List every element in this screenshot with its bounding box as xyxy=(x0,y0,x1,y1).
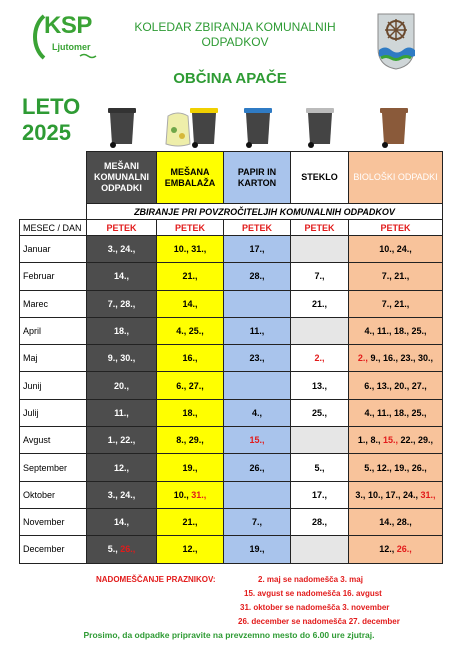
collection-dates-cell: 21., xyxy=(291,290,349,317)
collection-dates-cell xyxy=(291,317,349,344)
collection-dates-cell: 18., xyxy=(157,399,224,426)
collection-dates-cell: 19., xyxy=(224,536,291,563)
collection-dates-cell: 9., 30., xyxy=(87,345,157,372)
holiday-item: 31. oktober se nadomešča 3. november xyxy=(240,603,390,612)
title-line-2: ODPADKOV xyxy=(201,35,269,49)
holiday-item: 15. avgust se nadomešča 16. avgust xyxy=(244,589,382,598)
month-name: Maj xyxy=(20,345,87,372)
collection-dates-cell: 28., xyxy=(224,263,291,290)
month-row xyxy=(20,317,443,344)
collection-schedule-table xyxy=(19,151,443,564)
municipality-crest-icon xyxy=(376,12,416,70)
collection-dates-cell: 3., 24., xyxy=(87,236,157,263)
collection-dates-cell: 2., xyxy=(291,345,349,372)
collection-dates-cell: 26., xyxy=(224,454,291,481)
collection-dates-cell: 25., xyxy=(291,399,349,426)
logo-town: Ljutomer xyxy=(52,42,91,52)
collection-dates-cell: 7., 21., xyxy=(349,263,443,290)
collection-dates-cell: 2., 9., 16., 23., 30., xyxy=(349,345,443,372)
collection-dates-cell xyxy=(224,481,291,508)
collection-dates-cell xyxy=(291,236,349,263)
biowaste-bin-icon xyxy=(376,104,412,148)
day-label: PETEK xyxy=(87,220,157,236)
month-row xyxy=(20,454,443,481)
collection-dates-cell: 11., xyxy=(87,399,157,426)
month-row xyxy=(20,345,443,372)
month-name: Julij xyxy=(20,399,87,426)
month-row xyxy=(20,372,443,399)
month-row xyxy=(20,481,443,508)
collection-dates-cell xyxy=(291,427,349,454)
month-name: Avgust xyxy=(20,427,87,454)
column-glass: STEKLO xyxy=(291,152,349,204)
collection-dates-cell: 14., xyxy=(87,263,157,290)
column-mixed-waste: MEŠANI KOMUNALNI ODPADKI xyxy=(87,152,157,204)
waste-type-header-row xyxy=(20,152,443,204)
collection-dates-cell: 21., xyxy=(157,263,224,290)
collection-dates-cell: 4., 25., xyxy=(157,317,224,344)
collection-dates-cell: 19., xyxy=(157,454,224,481)
collection-dates-cell: 11., xyxy=(224,317,291,344)
collection-dates-cell xyxy=(224,372,291,399)
collection-dates-cell: 7., 28., xyxy=(87,290,157,317)
month-row xyxy=(20,399,443,426)
collection-dates-cell: 10., 24., xyxy=(349,236,443,263)
collection-dates-cell: 13., xyxy=(291,372,349,399)
collection-dates-cell: 7., xyxy=(224,508,291,535)
collection-dates-cell: 14., xyxy=(87,508,157,535)
collection-dates-cell: 1., 8., 15., 22., 29., xyxy=(349,427,443,454)
month-name: September xyxy=(20,454,87,481)
collection-dates-cell: 12., xyxy=(157,536,224,563)
collection-dates-cell: 3., 24., xyxy=(87,481,157,508)
collection-dates-cell: 8., 29., xyxy=(157,427,224,454)
logo-brand: KSP xyxy=(44,12,92,39)
collection-dates-cell: 14., xyxy=(157,290,224,317)
footer-note: Prosimo, da odpadke pripravite na prevzemno mesto do 6.00 ure zjutraj. xyxy=(83,630,375,640)
collection-dates-cell: 5., xyxy=(291,454,349,481)
column-packaging: MEŠANA EMBALAŽA xyxy=(157,152,224,204)
day-label: PETEK xyxy=(291,220,349,236)
holiday-label: NADOMEŠČANJE PRAZNIKOV: xyxy=(96,575,216,584)
month-row xyxy=(20,508,443,535)
collection-dates-cell: 16., xyxy=(157,345,224,372)
month-name: Junij xyxy=(20,372,87,399)
calendar-title xyxy=(110,20,360,50)
collection-dates-cell: 20., xyxy=(87,372,157,399)
month-name: November xyxy=(20,508,87,535)
collection-dates-cell: 4., 11., 18., 25., xyxy=(349,317,443,344)
month-day-label: MESEC / DAN xyxy=(20,220,87,236)
holiday-item: 26. december se nadomešča 27. december xyxy=(238,617,400,626)
month-row xyxy=(20,536,443,563)
collection-dates-cell: 23., xyxy=(224,345,291,372)
month-name: Januar xyxy=(20,236,87,263)
collection-dates-cell: 21., xyxy=(157,508,224,535)
month-row xyxy=(20,263,443,290)
table-subtitle: ZBIRANJE PRI POVZROČITELJIH KOMUNALNIH ODPADKOV xyxy=(87,204,443,220)
months-body xyxy=(20,236,443,564)
month-row xyxy=(20,427,443,454)
column-paper: PAPIR IN KARTON xyxy=(224,152,291,204)
collection-dates-cell: 5., 26., xyxy=(87,536,157,563)
collection-dates-cell: 1., 22., xyxy=(87,427,157,454)
collection-dates-cell: 18., xyxy=(87,317,157,344)
ksp-logo xyxy=(30,12,100,64)
title-line-1: KOLEDAR ZBIRANJA KOMUNALNIH xyxy=(134,20,336,34)
collection-dates-cell: 28., xyxy=(291,508,349,535)
collection-dates-cell: 10., 31., xyxy=(157,481,224,508)
collection-dates-cell: 17., xyxy=(224,236,291,263)
collection-dates-cell: 15., xyxy=(224,427,291,454)
collection-dates-cell: 7., 21., xyxy=(349,290,443,317)
collection-dates-cell: 4., xyxy=(224,399,291,426)
collection-dates-cell: 17., xyxy=(291,481,349,508)
year-label: LETO xyxy=(22,94,81,119)
day-header-row xyxy=(20,220,443,236)
glass-bin-icon xyxy=(302,104,338,148)
collection-dates-cell: 5., 12., 19., 26., xyxy=(349,454,443,481)
holiday-item: 2. maj se nadomešča 3. maj xyxy=(258,575,363,584)
collection-dates-cell xyxy=(224,290,291,317)
month-row xyxy=(20,236,443,263)
month-name: Oktober xyxy=(20,481,87,508)
collection-dates-cell: 12., xyxy=(87,454,157,481)
month-row xyxy=(20,290,443,317)
subtitle-row xyxy=(20,204,443,220)
collection-dates-cell: 12., 26., xyxy=(349,536,443,563)
month-name: December xyxy=(20,536,87,563)
collection-dates-cell: 3., 10., 17., 24., 31., xyxy=(349,481,443,508)
collection-dates-cell: 10., 31., xyxy=(157,236,224,263)
packaging-bin-icon xyxy=(186,104,222,148)
collection-dates-cell xyxy=(291,536,349,563)
day-label: PETEK xyxy=(224,220,291,236)
mixed-waste-bin-icon xyxy=(104,104,140,148)
collection-dates-cell: 14., 28., xyxy=(349,508,443,535)
paper-bin-icon xyxy=(240,104,276,148)
column-biowaste: BIOLOŠKI ODPADKI xyxy=(349,152,443,204)
month-name: Marec xyxy=(20,290,87,317)
collection-dates-cell: 7., xyxy=(291,263,349,290)
month-name: April xyxy=(20,317,87,344)
year-block xyxy=(22,94,92,146)
year-value: 2025 xyxy=(22,120,71,145)
collection-dates-cell: 6., 27., xyxy=(157,372,224,399)
municipality-name: OBČINA APAČE xyxy=(173,70,287,87)
month-name: Februar xyxy=(20,263,87,290)
collection-dates-cell: 6., 13., 20., 27., xyxy=(349,372,443,399)
collection-dates-cell: 4., 11., 18., 25., xyxy=(349,399,443,426)
day-label: PETEK xyxy=(157,220,224,236)
day-label: PETEK xyxy=(349,220,443,236)
